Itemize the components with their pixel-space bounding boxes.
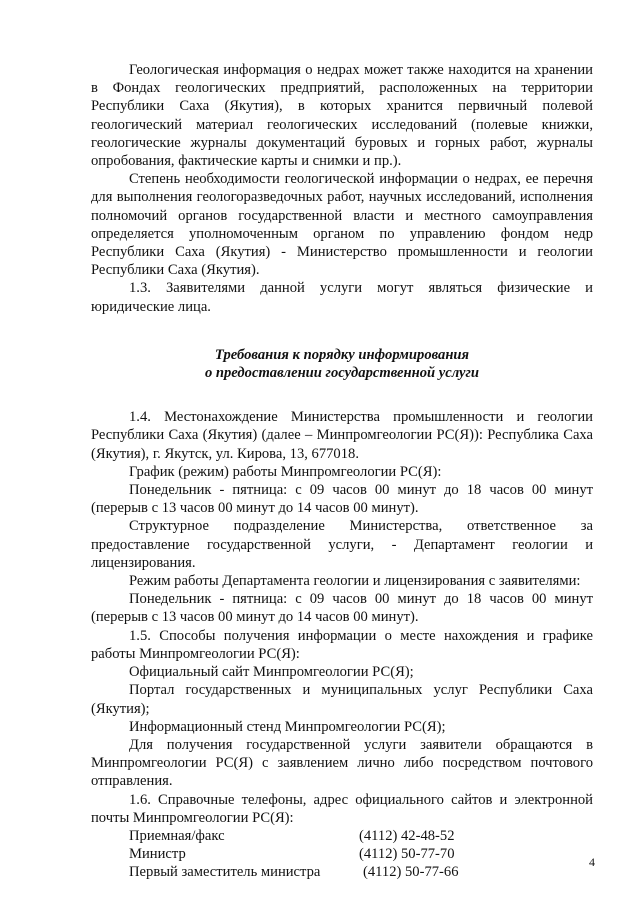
phone-number: (4112) 42-48-52: [359, 827, 455, 844]
phone-label: Первый заместитель министра: [129, 864, 321, 881]
page-number: 4: [589, 855, 595, 869]
paragraph-reference-contacts: 1.6. Справочные телефоны, адрес официального сайтов и электронной почты Минпромгеологии РС(Я):: [91, 791, 593, 826]
paragraph-geo-info-necessity: Степень необходимости геологической информации о недрах, ее перечня для выполнения геологоразведочных работ, научных исследований, исполнения полномочий органов государственной власти и местного самоуправления определяется уполномоченным органом по управлению фондом недр Республики Саха (Якутия) - Министерство промышленности и геологии Республики Саха (Якутия).: [91, 171, 593, 279]
paragraph-ministry-schedule-title: График (режим) работы Минпромгеологии РС(Я):: [129, 463, 442, 480]
phone-number: (4112) 50-77-66: [363, 864, 459, 881]
document-body: [91, 61, 593, 881]
paragraph-info-stand: Информационный стенд Минпромгеологии РС(Я);: [129, 718, 446, 735]
phone-row: [91, 845, 593, 863]
paragraph-info-methods: 1.5. Способы получения информации о месте нахождения и графике работы Минпромгеологии РС(Я):: [91, 627, 593, 662]
paragraph-department-schedule-title: Режим работы Департамента геологии и лицензирования с заявителями:: [129, 573, 581, 590]
section-heading-line-2: о предоставлении государственной услуги: [204, 365, 480, 382]
section-heading: [91, 346, 593, 382]
paragraph-applicants: 1.3. Заявителями данной услуги могут являться физические и юридические лица.: [91, 280, 593, 315]
paragraph-geo-info-storage: Геологическая информация о недрах может также находится на хранении в Фондах геологических предприятий, расположенных на территории Республики Саха (Якутия), в которых хранится первичный полевой геологический материал геологических исследований (полевые книжки, геологические журналы документаций буровых и горных работ, журналы опробования, фактические карты и снимки и пр.).: [91, 62, 593, 170]
paragraph-department-hours: Понедельник - пятница: с 09 часов 00 минут до 18 часов 00 минут (перерыв с 13 часов 00 минут до 14 часов 00 минут).: [91, 591, 593, 626]
phone-list: [91, 827, 593, 882]
paragraph-ministry-location: 1.4. Местонахождение Министерства промышленности и геологии Республики Саха (Якутия) (далее – Минпромгеологии РС(Я)): Республика Саха (Якутия), г. Якутск, ул. Кирова, 13, 677018.: [91, 409, 593, 462]
phone-row: [91, 863, 593, 881]
phone-label: Приемная/факс: [129, 827, 225, 844]
phone-number: (4112) 50-77-70: [359, 846, 455, 863]
paragraph-ministry-hours: Понедельник - пятница: с 09 часов 00 минут до 18 часов 00 минут (перерыв с 13 часов 00 минут до 14 часов 00 минут).: [91, 482, 593, 517]
section-heading-line-1: Требования к порядку информирования: [214, 346, 470, 363]
paragraph-application-method: Для получения государственной услуги заявители обращаются в Минпромгеологии РС(Я) с заявлением лично либо посредством почтового отправления.: [91, 736, 593, 790]
paragraph-official-site: Официальный сайт Минпромгеологии РС(Я);: [129, 664, 414, 681]
phone-row: [91, 827, 593, 845]
phone-label: Министр: [129, 846, 186, 863]
paragraph-responsible-department: Структурное подразделение Министерства, ответственное за предоставление государственной услуги, - Департамент геологии и лицензирования.: [91, 518, 593, 571]
paragraph-gov-portal: Портал государственных и муниципальных услуг Республики Саха (Якутия);: [91, 682, 593, 717]
